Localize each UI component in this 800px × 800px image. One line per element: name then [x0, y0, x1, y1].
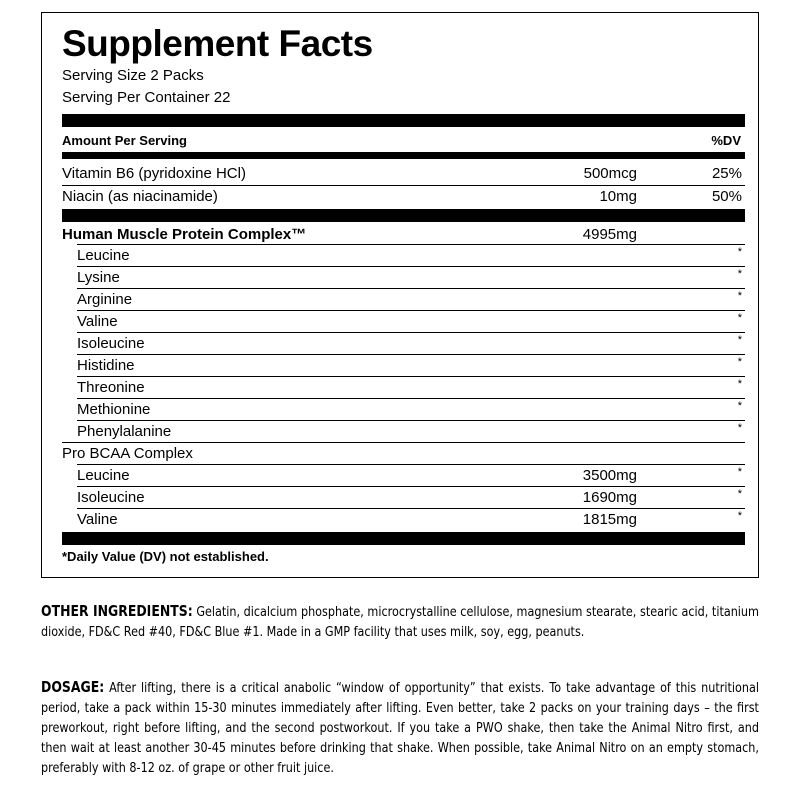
serving-size: Serving Size 2 Packs	[62, 67, 204, 84]
ingredient-row	[62, 465, 745, 487]
bcaa-heading: Pro BCAA Complex	[62, 445, 193, 462]
nutrient-row	[62, 186, 745, 208]
ingredient-dv: *	[737, 466, 742, 478]
ingredient-name: Isoleucine	[77, 335, 145, 352]
servings-per-container: Serving Per Container 22	[62, 89, 231, 106]
bcaa-heading-row	[62, 443, 745, 465]
thick-divider	[62, 114, 745, 127]
ingredient-row	[62, 267, 745, 289]
nutrient-name: Niacin (as niacinamide)	[62, 188, 218, 205]
ingredient-name: Phenylalanine	[77, 423, 172, 440]
ingredient-name: Valine	[77, 313, 118, 330]
amount-per-serving-label: Amount Per Serving	[62, 133, 187, 148]
other-ingredients	[41, 601, 759, 642]
thick-divider	[62, 532, 745, 545]
nutrient-row	[62, 163, 745, 185]
ingredient-dv: *	[737, 246, 742, 258]
other-ingredients-text: Gelatin, dicalcium phosphate, microcrystalline cellulose, magnesium stearate, stearic acid, titanium dioxide, FD&C Red #40, FD&C Blue #1. Made in a GMP facility that uses milk, soy, egg, peanuts.	[41, 604, 759, 640]
ingredient-dv: *	[737, 400, 742, 412]
ingredient-dv: *	[737, 312, 742, 324]
dv-header-label: %DV	[711, 133, 741, 148]
complex-row	[62, 224, 745, 246]
panel-title: Supplement Facts	[62, 23, 373, 64]
ingredient-row	[62, 333, 745, 355]
ingredient-name: Leucine	[77, 467, 130, 484]
other-ingredients-label: OTHER INGREDIENTS:	[41, 602, 193, 620]
nutrient-name: Vitamin B6 (pyridoxine HCl)	[62, 165, 246, 182]
ingredient-row	[62, 245, 745, 267]
nutrient-amount: 500mcg	[583, 165, 637, 182]
ingredient-amount: 1690mg	[582, 489, 637, 506]
ingredient-dv: *	[737, 356, 742, 368]
dosage-text: After lifting, there is a critical anabolic “window of opportunity” that exists. To take advantage of this nutritional period, take a pack within 15-30 minutes immediately after lifting. Even better, take 2 packs on your training days – the first preworkout, right before lifting, and the second postworkout. If you take a PWO shake, then take the Animal Nitro first, and then wait at least another 30-45 minutes before drinking that shake. When possible, take Animal Nitro on an empty stomach, preferably with 8-12 oz. of grape or other fruit juice.	[41, 680, 759, 776]
complex-amount: 4995mg	[582, 226, 637, 243]
nutrient-amount: 10mg	[599, 188, 637, 205]
dosage-label: DOSAGE:	[41, 678, 105, 696]
ingredient-amount: 3500mg	[582, 467, 637, 484]
ingredient-dv: *	[737, 488, 742, 500]
ingredient-dv: *	[737, 378, 742, 390]
ingredient-row	[62, 509, 745, 531]
ingredient-row	[62, 289, 745, 311]
ingredient-name: Methionine	[77, 401, 151, 418]
ingredient-name: Threonine	[77, 379, 145, 396]
ingredient-name: Lysine	[77, 269, 120, 286]
ingredient-dv: *	[737, 510, 742, 522]
ingredient-dv: *	[737, 268, 742, 280]
ingredient-row	[62, 311, 745, 333]
dosage	[41, 677, 759, 778]
ingredient-row	[62, 421, 745, 443]
ingredient-dv: *	[737, 422, 742, 434]
ingredient-name: Valine	[77, 511, 118, 528]
ingredient-dv: *	[737, 290, 742, 302]
nutrient-dv: 25%	[711, 165, 742, 182]
footnote: *Daily Value (DV) not established.	[62, 549, 269, 564]
medium-divider	[62, 152, 745, 159]
ingredient-amount: 1815mg	[582, 511, 637, 528]
ingredient-name: Arginine	[77, 291, 133, 308]
nutrient-dv: 50%	[711, 188, 742, 205]
ingredient-row	[62, 355, 745, 377]
ingredient-name: Isoleucine	[77, 489, 145, 506]
thick-divider	[62, 209, 745, 222]
ingredient-row	[62, 377, 745, 399]
ingredient-name: Leucine	[77, 247, 130, 264]
ingredient-name: Histidine	[77, 357, 135, 374]
ingredient-row	[62, 487, 745, 509]
ingredient-dv: *	[737, 334, 742, 346]
complex-name: Human Muscle Protein Complex™	[62, 226, 307, 243]
ingredient-row	[62, 399, 745, 421]
amount-header	[62, 133, 745, 149]
